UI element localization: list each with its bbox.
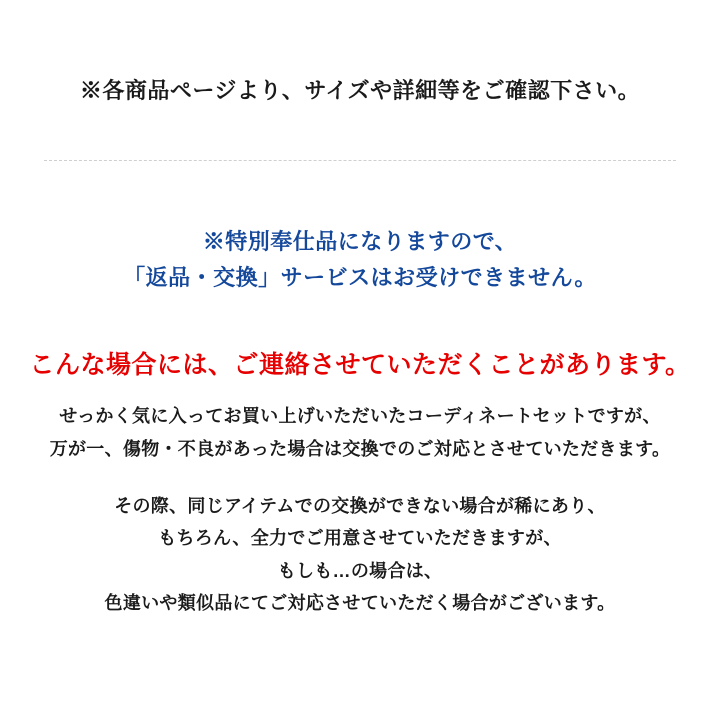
alternative-item-line-3: もしも…の場合は、 xyxy=(277,560,443,581)
alternative-item-line-2: もちろん、全力でご用意させていただきますが、 xyxy=(158,528,562,549)
contact-case-heading-text: こんな場合には、ご連絡させていただくことがあります。 xyxy=(29,351,691,379)
shipping-detail-notice-text: ※各商品ページより、サイズや詳細等をご確認下さい。 xyxy=(79,78,641,103)
exchange-policy-line-1: せっかく気に入ってお買い上げいただいたコーディネートセットですが、 xyxy=(59,406,661,426)
special-offer-notice xyxy=(0,224,720,297)
alternative-item-line-4: 色違いや類似品にてご対応させていただく場合がございます。 xyxy=(104,593,616,614)
alternative-item-line-1: その際、同じアイテムでの交換ができない場合が稀にあり、 xyxy=(114,496,606,516)
shipping-detail-notice xyxy=(0,74,720,107)
alternative-item-paragraph xyxy=(0,490,720,620)
contact-case-heading xyxy=(0,348,720,383)
special-offer-notice-line-1: ※特別奉仕品になりますので、 xyxy=(202,229,518,254)
special-offer-notice-line-2: 「返品・交換」サービスはお受けできません。 xyxy=(123,265,597,291)
exchange-policy-line-2: 万が一、傷物・不良があった場合は交換でのご対応とさせていただきます。 xyxy=(49,439,671,460)
exchange-policy-paragraph xyxy=(0,400,720,467)
section-divider xyxy=(44,160,676,161)
